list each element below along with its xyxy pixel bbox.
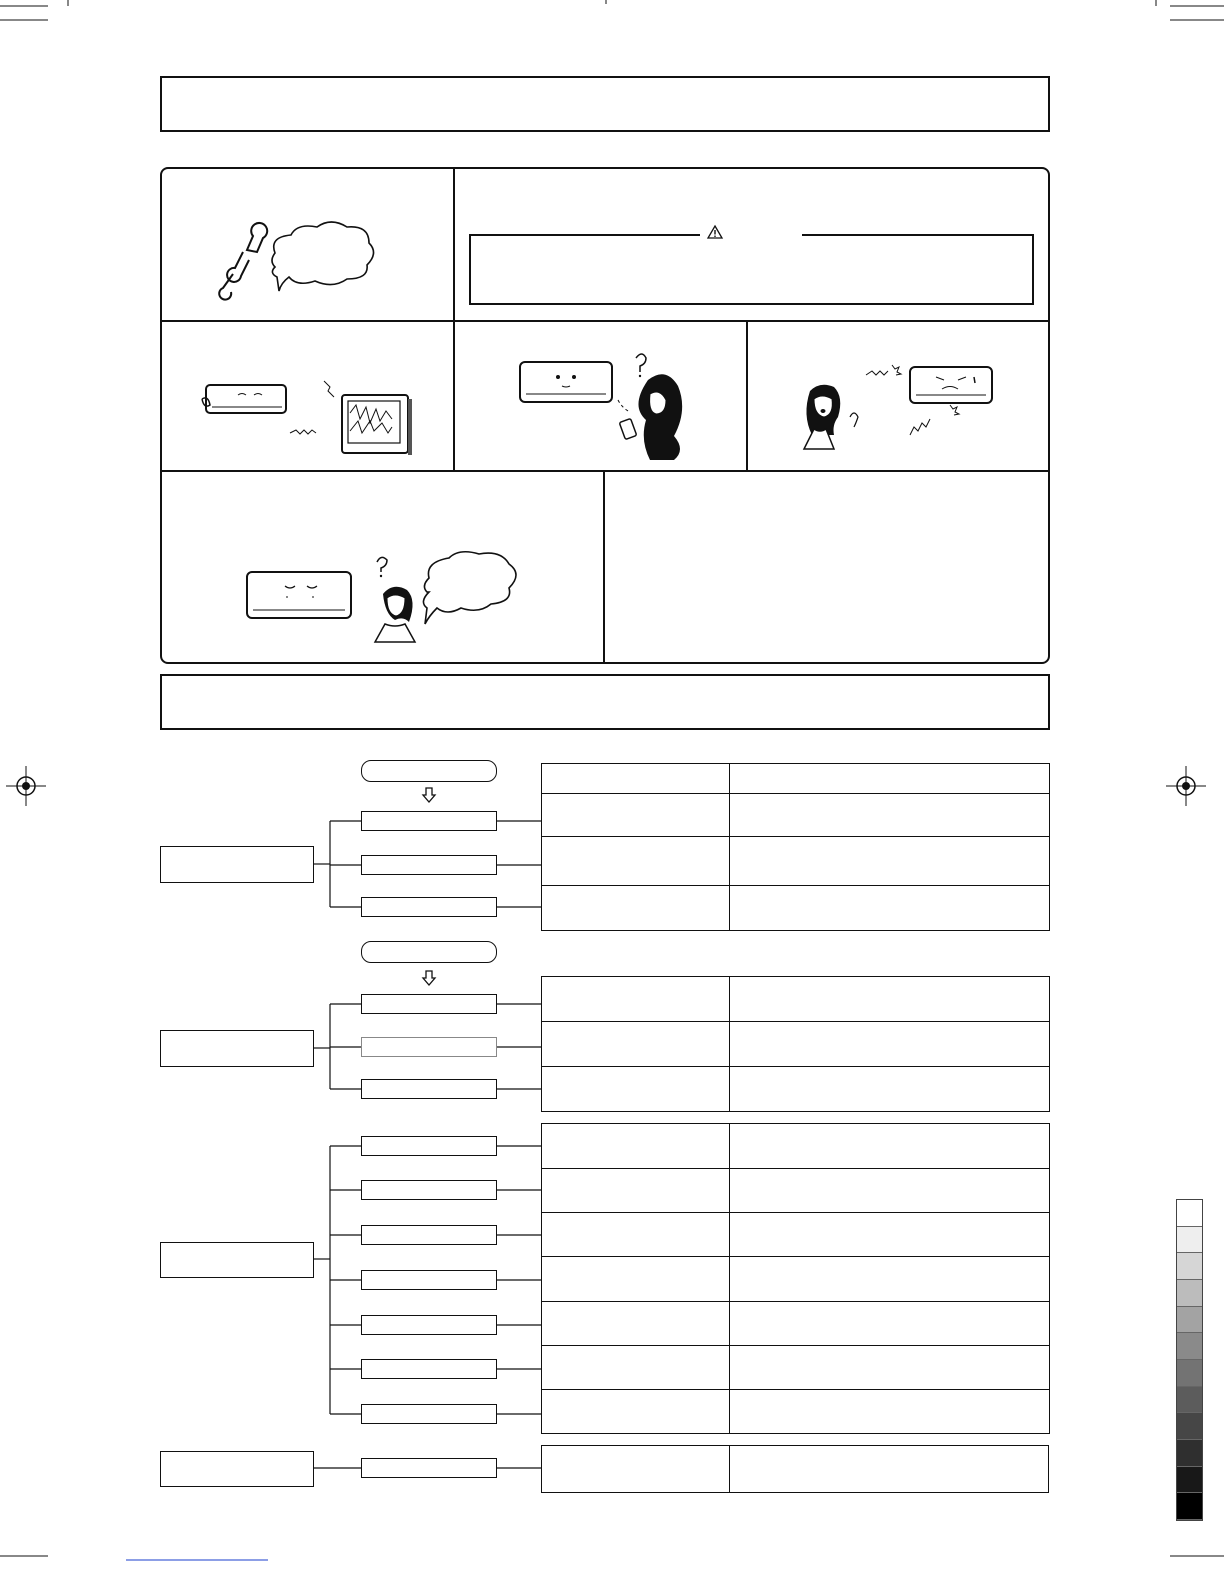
- symptom-box: [361, 1180, 497, 1200]
- table-cell: [541, 1445, 730, 1493]
- symptom-box: [361, 1079, 497, 1099]
- gray-swatch: [1177, 1227, 1202, 1254]
- table-cell: [729, 1256, 1050, 1302]
- table-cell: [541, 885, 730, 931]
- table-cell: [729, 1168, 1050, 1213]
- gray-swatch: [1177, 1467, 1202, 1494]
- category-box: [160, 1030, 314, 1067]
- gray-swatch: [1177, 1333, 1202, 1360]
- table-cell: [541, 836, 730, 886]
- table-cell: [729, 793, 1050, 837]
- symptom-box: [361, 1458, 497, 1478]
- symptom-box: [361, 1404, 497, 1424]
- symptom-box: [361, 994, 497, 1014]
- table-cell: [729, 1301, 1050, 1346]
- table-cell: [729, 1123, 1050, 1169]
- table-cell: [729, 1021, 1050, 1067]
- table-cell: [541, 1021, 730, 1067]
- symptom-box: [361, 1270, 497, 1290]
- table-cell: [729, 1389, 1050, 1434]
- table-cell: [729, 1212, 1050, 1257]
- table-cell: [729, 1345, 1050, 1390]
- table-cell: [729, 836, 1050, 886]
- table-header-cell: [729, 763, 1050, 794]
- gray-swatch: [1177, 1200, 1202, 1227]
- gray-swatch: [1177, 1307, 1202, 1334]
- table-cell: [541, 1066, 730, 1112]
- table-cell: [541, 1389, 730, 1434]
- table-cell: [541, 1212, 730, 1257]
- table-cell: [541, 1301, 730, 1346]
- table-cell: [541, 1256, 730, 1302]
- table-cell: [729, 1445, 1049, 1493]
- table-cell: [541, 1123, 730, 1169]
- flow-start-pill: [361, 941, 497, 963]
- table-cell: [541, 976, 730, 1022]
- gray-swatch: [1177, 1253, 1202, 1280]
- symptom-box: [361, 1359, 497, 1379]
- gray-swatch: [1177, 1413, 1202, 1440]
- table-cell: [541, 1168, 730, 1213]
- category-box: [160, 1242, 314, 1278]
- symptom-box: [361, 1225, 497, 1245]
- down-arrow-icon: [422, 970, 436, 986]
- table-cell: [729, 885, 1050, 931]
- grayscale-calibration-bar: [1176, 1199, 1203, 1521]
- symptom-box: [361, 1136, 497, 1156]
- gray-swatch: [1177, 1440, 1202, 1467]
- gray-swatch: [1177, 1360, 1202, 1387]
- table-cell: [729, 1066, 1050, 1112]
- table-cell: [729, 976, 1050, 1022]
- symptom-box: [361, 1315, 497, 1335]
- table-cell: [541, 1345, 730, 1390]
- gray-swatch: [1177, 1493, 1202, 1520]
- table-cell: [541, 793, 730, 837]
- table-header-cell: [541, 763, 730, 794]
- gray-swatch: [1177, 1387, 1202, 1414]
- symptom-box: [361, 1037, 497, 1057]
- category-box: [160, 1451, 314, 1487]
- gray-swatch: [1177, 1280, 1202, 1307]
